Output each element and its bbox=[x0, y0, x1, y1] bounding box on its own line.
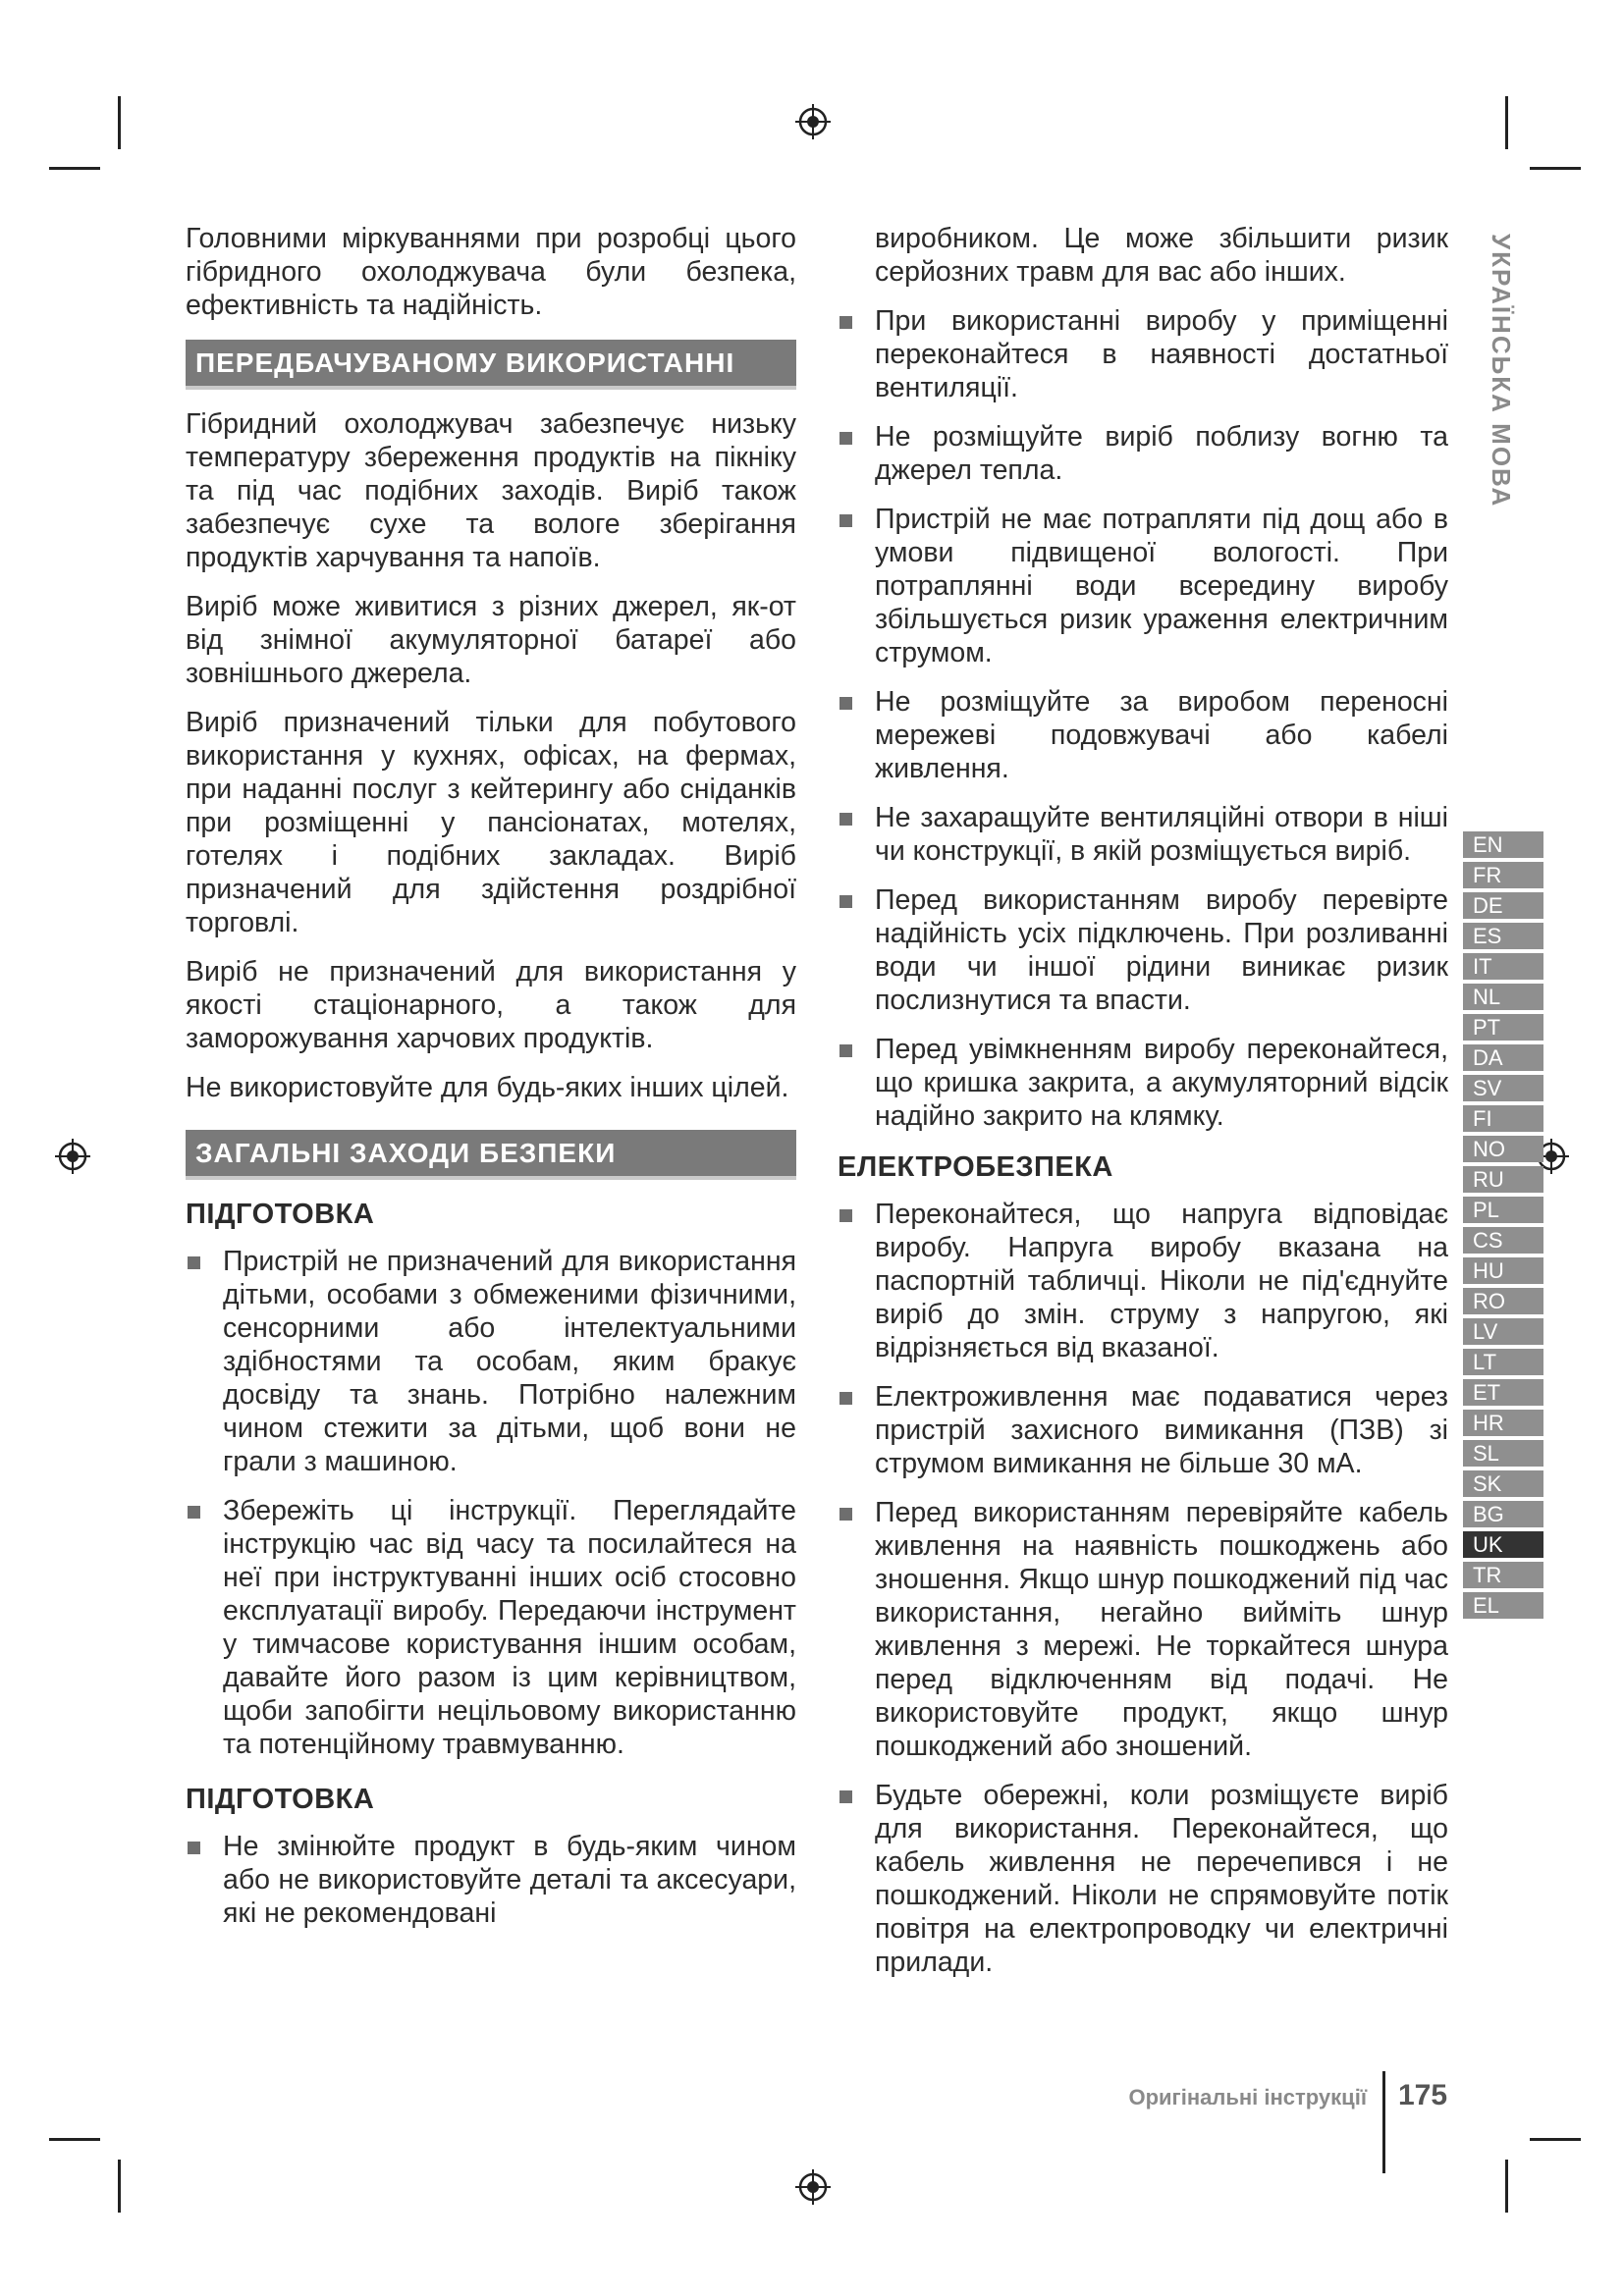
language-tab[interactable]: SK bbox=[1463, 1470, 1543, 1497]
paragraph: Виріб не призначений для використання у якості стаціонарного, а також для заморожування харчових продуктів. bbox=[186, 956, 796, 1054]
registration-mark-icon bbox=[793, 102, 833, 141]
subheading-preparation-2: ПІДГОТОВКА bbox=[186, 1784, 375, 1815]
language-tab[interactable]: LV bbox=[1463, 1318, 1543, 1345]
subheading-electrical-safety: ЕЛЕКТРОБЕЗПЕКА bbox=[838, 1151, 1113, 1183]
paragraph: Гібридний охолоджувач забезпечує низьку температуру збереження продуктів на пікніку та під час подібних заходів. Виріб також забезпечує сухе та вологе зберігання продуктів харчування та напоїв. bbox=[186, 408, 796, 573]
list-item: Не змінюйте продукт в будь-яким чином або не використовуйте деталі та аксесуари, які не рекомендовані bbox=[186, 1830, 796, 1930]
language-tab[interactable]: NO bbox=[1463, 1136, 1543, 1162]
subheading-preparation: ПІДГОТОВКА bbox=[186, 1199, 375, 1230]
language-tab[interactable]: EN bbox=[1463, 831, 1543, 858]
side-language-title: УКРАЇНСЬКА МОВА bbox=[1487, 234, 1516, 508]
continuation-paragraph: виробником. Це може збільшити ризик серйозних травм для вас або інших. bbox=[875, 223, 1448, 288]
language-tab[interactable]: LT bbox=[1463, 1349, 1543, 1375]
language-tab[interactable]: NL bbox=[1463, 984, 1543, 1010]
footer-label: Оригінальні інструкції bbox=[1128, 2085, 1367, 2109]
crop-mark bbox=[1505, 96, 1508, 149]
language-tab[interactable]: TR bbox=[1463, 1562, 1543, 1588]
list-item: Перед використанням перевіряйте кабель живлення на наявність пошкоджень або зношення. Якщо шнур пошкоджений під час використання, негайно вийміть шнур живлення з мережі. Не торкайтеся шнура перед відключенням від подачі. Не використовуйте продукт, якщо шнур пошкоджений або зношений. bbox=[838, 1496, 1448, 1763]
list-item: Пристрій не має потрапляти під дощ або в умови підвищеної вологості. При потраплянні води всередину виробу збільшується ризик ураження електричним струмом. bbox=[838, 503, 1448, 669]
bullet-square-icon bbox=[839, 895, 852, 908]
crop-mark bbox=[1530, 2138, 1581, 2141]
language-tab[interactable]: CS bbox=[1463, 1227, 1543, 1254]
bullet-square-icon bbox=[839, 1044, 852, 1057]
bullet-square-icon bbox=[839, 1508, 852, 1521]
language-tab[interactable]: HR bbox=[1463, 1410, 1543, 1436]
bullet-square-icon bbox=[839, 1392, 852, 1405]
bullet-square-icon bbox=[188, 1842, 200, 1854]
bullet-square-icon bbox=[188, 1506, 200, 1519]
page-number: 175 bbox=[1398, 2079, 1448, 2111]
crop-mark bbox=[118, 2160, 121, 2213]
list-item: Не захаращуйте вентиляційні отвори в ніші чи конструкції, в якій розміщується виріб. bbox=[838, 801, 1448, 868]
language-tab-active[interactable]: UK bbox=[1463, 1531, 1543, 1558]
language-tab[interactable]: DE bbox=[1463, 892, 1543, 919]
registration-mark-icon bbox=[793, 2167, 833, 2207]
language-tab[interactable]: SL bbox=[1463, 1440, 1543, 1467]
language-tab[interactable]: RU bbox=[1463, 1166, 1543, 1193]
list-item: Будьте обережні, коли розміщуєте виріб для використання. Переконайтеся, що кабель живлення не перечепився і не пошкоджений. Ніколи не спрямовуйте потік повітря на електропроводку чи електричні прилади. bbox=[838, 1779, 1448, 1979]
paragraph: Не використовуйте для будь-яких інших цілей. bbox=[186, 1072, 789, 1103]
paragraph: Виріб може живитися з різних джерел, як-от від знімної акумуляторної батареї або зовнішнього джерела. bbox=[186, 591, 796, 689]
bullet-list bbox=[186, 1830, 796, 1930]
list-item: Не розміщуйте за виробом переносні мережеві подовжувачі або кабелі живлення. bbox=[838, 685, 1448, 785]
language-tabs bbox=[1463, 831, 1543, 1623]
list-item: Збережіть ці інструкції. Переглядайте інструкцію час від часу та посилайтеся на неї при інструктуванні інших осіб стосовно експлуатації виробу. Передаючи інструмент у тимчасове користування іншим особам, давайте його разом із цим керівництвом, щоби запобігти нецільовому використанню та потенційному травмуванню. bbox=[186, 1494, 796, 1761]
bullet-square-icon bbox=[839, 813, 852, 826]
list-item: Пристрій не призначений для використання дітьми, особами з обмеженими фізичними, сенсорними або інтелектуальними здібностями та особам, яким бракує досвіду та знань. Потрібно належним чином стежити за дітьми, щоб вони не грали з машиною. bbox=[186, 1245, 796, 1478]
language-tab[interactable]: BG bbox=[1463, 1501, 1543, 1527]
list-item: Перед використанням виробу перевірте надійність усіх підключень. При розливанні води чи іншої рідини виникає ризик послизнутися та впасти. bbox=[838, 883, 1448, 1017]
bullet-list bbox=[186, 1245, 796, 1761]
paragraph: Виріб призначений тільки для побутового використання у кухнях, офісах, на фермах, при наданні послуг з кейтерингу або сніданків при розміщенні у пансіонатах, мотелях, готелях і подібних закладах. Виріб призначений для здійстення роздрібної торговлі. bbox=[186, 707, 796, 938]
crop-mark bbox=[118, 96, 121, 149]
language-tab[interactable]: ES bbox=[1463, 923, 1543, 949]
section-heading-general-safety: ЗАГАЛЬНІ ЗАХОДИ БЕЗПЕКИ bbox=[186, 1130, 796, 1180]
crop-mark bbox=[1530, 167, 1581, 170]
registration-mark-icon bbox=[53, 1137, 92, 1176]
bullet-square-icon bbox=[188, 1256, 200, 1269]
language-tab[interactable]: FI bbox=[1463, 1105, 1543, 1132]
section-heading-intended-use: ПЕРЕДБАЧУВАНОМУ ВИКОРИСТАННІ bbox=[186, 340, 796, 390]
list-item: Електроживлення має подаватися через пристрій захисного вимикання (ПЗВ) зі струмом вимикання не більше 30 мА. bbox=[838, 1380, 1448, 1480]
language-tab[interactable]: PT bbox=[1463, 1014, 1543, 1041]
bullet-square-icon bbox=[839, 1790, 852, 1803]
language-tab[interactable]: ET bbox=[1463, 1379, 1543, 1406]
language-tab[interactable]: FR bbox=[1463, 862, 1543, 888]
bullet-list bbox=[838, 1198, 1448, 1979]
language-tab[interactable]: RO bbox=[1463, 1288, 1543, 1314]
bullet-square-icon bbox=[839, 1209, 852, 1222]
bullet-square-icon bbox=[839, 316, 852, 329]
left-column bbox=[186, 222, 796, 1946]
list-item: При використанні виробу у приміщенні переконайтеся в наявності достатньої вентиляції. bbox=[838, 304, 1448, 404]
crop-mark bbox=[49, 167, 100, 170]
language-tab[interactable]: DA bbox=[1463, 1044, 1543, 1071]
crop-mark bbox=[49, 2138, 100, 2141]
list-item: Перед увімкненням виробу переконайтеся, що кришка закрита, а акумуляторний відсік надійно закрито на клямку. bbox=[838, 1033, 1448, 1133]
bullet-list bbox=[838, 304, 1448, 1133]
language-tab[interactable]: HU bbox=[1463, 1257, 1543, 1284]
right-column bbox=[838, 222, 1448, 1995]
list-item: Не розміщуйте виріб поблизу вогню та джерел тепла. bbox=[838, 420, 1448, 487]
bullet-square-icon bbox=[839, 432, 852, 445]
footer-divider bbox=[1382, 2071, 1385, 2173]
language-tab[interactable]: PL bbox=[1463, 1197, 1543, 1223]
bullet-square-icon bbox=[839, 514, 852, 527]
language-tab[interactable]: SV bbox=[1463, 1075, 1543, 1101]
language-tab[interactable]: EL bbox=[1463, 1592, 1543, 1619]
bullet-square-icon bbox=[839, 697, 852, 710]
crop-mark bbox=[1505, 2160, 1508, 2213]
language-tab[interactable]: IT bbox=[1463, 953, 1543, 980]
intro-paragraph: Головними міркуваннями при розробці цього гібридного охолоджувача були безпека, ефективність та надійність. bbox=[186, 223, 796, 321]
list-item: Переконайтеся, що напруга відповідає виробу. Напруга виробу вказана на паспортній табличці. Ніколи не під'єднуйте виріб до змін. струму з напругою, які відрізняється від вказаної. bbox=[838, 1198, 1448, 1364]
